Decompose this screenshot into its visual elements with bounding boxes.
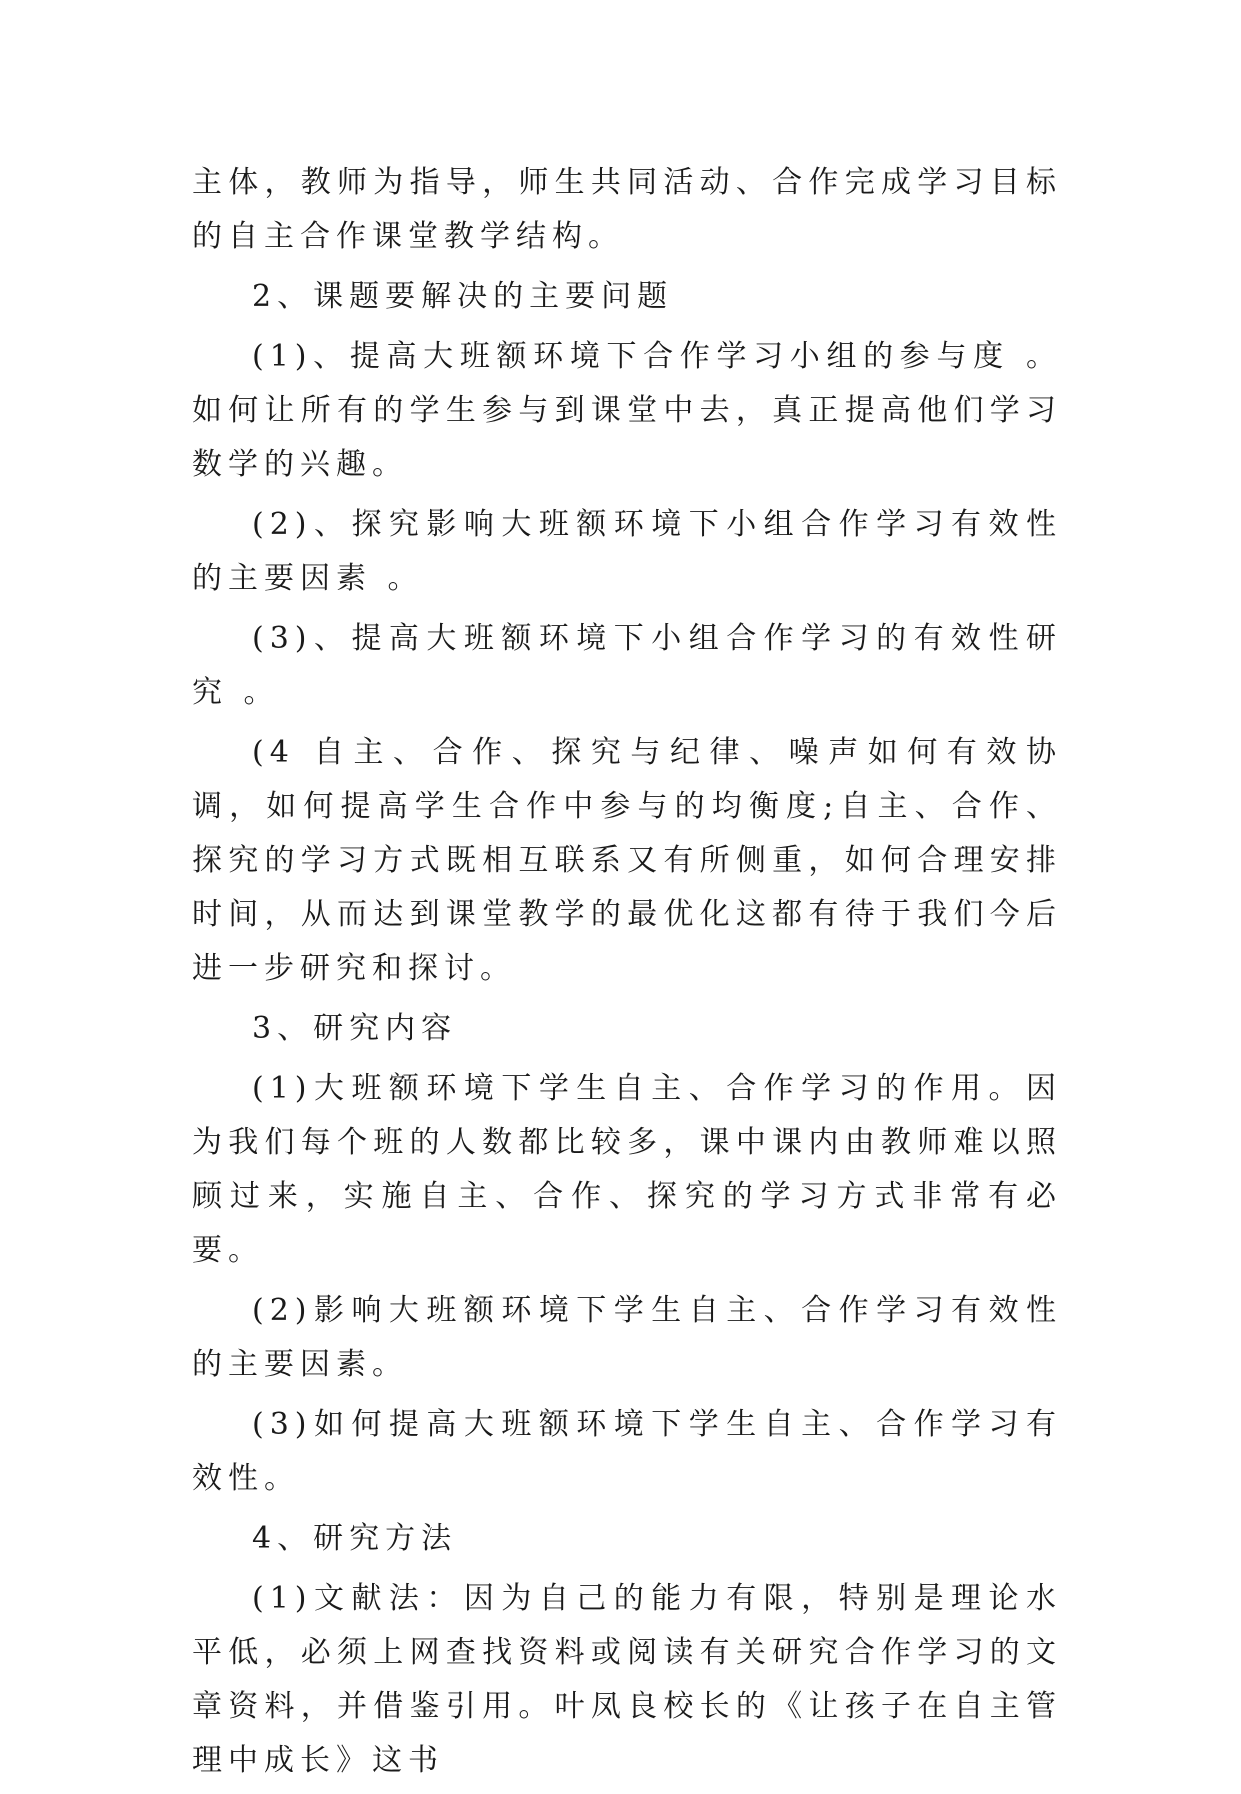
paragraph-1: 主体，教师为指导，师生共同活动、合作完成学习目标的自主合作课堂教学结构。 [192, 165, 1062, 254]
heading-2-problems: 2、课题要解决的主要问题 [252, 279, 674, 314]
paragraph-problem-2: (2)、探究影响大班额环境下小组合作学习有效性的主要因素 。 [192, 507, 1062, 596]
paragraph-method-1: (1)文献法：因为自己的能力有限，特别是理论水平低，必须上网查找资料或阅读有关研究合作学习的文章资料，并借鉴引用。叶凤良校长的《让孩子在自主管理中成长》这书 [192, 1581, 1062, 1778]
paragraph-content-1: (1)大班额环境下学生自主、合作学习的作用。因为我们每个班的人数都比较多，课中课内由教师难以照顾过来，实施自主、合作、探究的学习方式非常有必要。 [192, 1071, 1062, 1268]
heading-4-methods: 4、研究方法 [252, 1521, 458, 1556]
paragraph-problem-4: (4 自主、合作、探究与纪律、噪声如何有效协调，如何提高学生合作中参与的均衡度;自主、合作、探究的学习方式既相互联系又有所侧重，如何合理安排时间，从而达到课堂教学的最优化这都有待于我们今后进一步研究和探讨。 [192, 735, 1062, 986]
document-page [192, 156, 1062, 1794]
paragraph-content-2: (2)影响大班额环境下学生自主、合作学习有效性的主要因素。 [192, 1293, 1062, 1382]
heading-3-content: 3、研究内容 [252, 1011, 458, 1046]
paragraph-content-3: (3)如何提高大班额环境下学生自主、合作学习有效性。 [192, 1407, 1062, 1496]
paragraph-problem-1: (1)、提高大班额环境下合作学习小组的参与度 。如何让所有的学生参与到课堂中去，真正提高他们学习数学的兴趣。 [192, 339, 1062, 482]
paragraph-problem-3: (3)、提高大班额环境下小组合作学习的有效性研究 。 [192, 621, 1062, 710]
